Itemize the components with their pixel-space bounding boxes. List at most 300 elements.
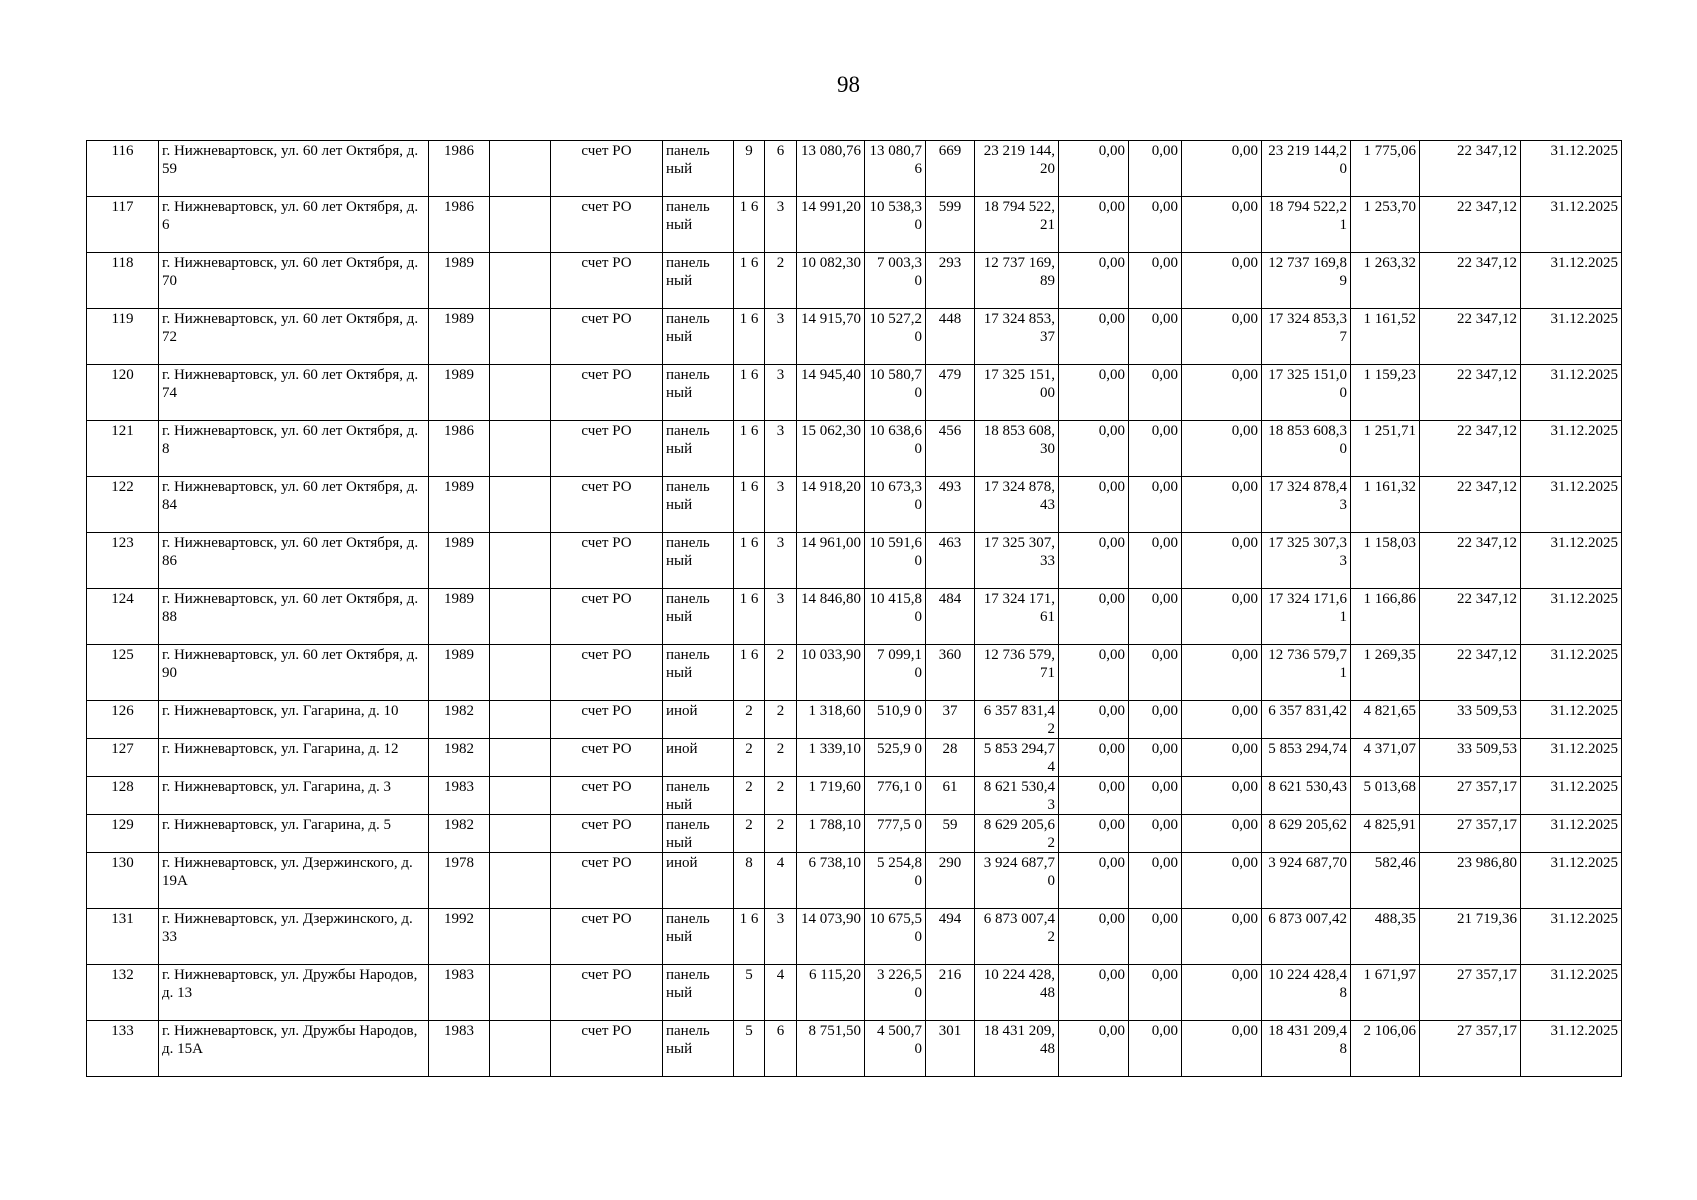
wall-material-cell: панель ный bbox=[663, 365, 734, 421]
max-cost-cell: 27 357,17 bbox=[1420, 965, 1521, 1021]
cost-cell: 17 324 878,43 bbox=[975, 477, 1059, 533]
unit-cost-cell: 1 158,03 bbox=[1351, 533, 1420, 589]
floors-cell: 1 6 bbox=[734, 197, 765, 253]
table-row bbox=[87, 421, 1622, 477]
zero-cell-1: 0,00 bbox=[1059, 853, 1129, 909]
deadline-cell: 31.12.2025 bbox=[1521, 197, 1622, 253]
empty-cell bbox=[490, 909, 551, 965]
deadline-cell: 31.12.2025 bbox=[1521, 477, 1622, 533]
zero-cell-1: 0,00 bbox=[1059, 739, 1129, 777]
floors-cell: 1 6 bbox=[734, 645, 765, 701]
row-number-cell: 133 bbox=[87, 1021, 159, 1077]
zero-cell-1: 0,00 bbox=[1059, 589, 1129, 645]
unit-cost-cell: 5 013,68 bbox=[1351, 777, 1420, 815]
unit-cost-cell: 4 821,65 bbox=[1351, 701, 1420, 739]
entrances-cell: 3 bbox=[765, 197, 797, 253]
zero-cell-3: 0,00 bbox=[1182, 197, 1262, 253]
empty-cell bbox=[490, 477, 551, 533]
empty-cell bbox=[490, 1021, 551, 1077]
living-area-cell: 7 099,1 0 bbox=[865, 645, 926, 701]
year-cell: 1989 bbox=[429, 253, 490, 309]
year-cell: 1982 bbox=[429, 701, 490, 739]
deadline-cell: 31.12.2025 bbox=[1521, 421, 1622, 477]
cost-cell: 17 324 171,61 bbox=[975, 589, 1059, 645]
empty-cell bbox=[490, 965, 551, 1021]
row-number-cell: 119 bbox=[87, 309, 159, 365]
fund-method-cell: счет РО bbox=[551, 777, 663, 815]
row-number-cell: 122 bbox=[87, 477, 159, 533]
living-area-cell: 525,9 0 bbox=[865, 739, 926, 777]
year-cell: 1989 bbox=[429, 477, 490, 533]
max-cost-cell: 22 347,12 bbox=[1420, 309, 1521, 365]
total-area-cell: 14 918,20 bbox=[797, 477, 865, 533]
cost-cell: 23 219 144,20 bbox=[975, 141, 1059, 197]
living-area-cell: 10 538,3 0 bbox=[865, 197, 926, 253]
row-number-cell: 129 bbox=[87, 815, 159, 853]
table-row bbox=[87, 589, 1622, 645]
entrances-cell: 2 bbox=[765, 815, 797, 853]
residents-cell: 463 bbox=[926, 533, 975, 589]
total-area-cell: 1 719,60 bbox=[797, 777, 865, 815]
zero-cell-2: 0,00 bbox=[1129, 309, 1182, 365]
residents-cell: 293 bbox=[926, 253, 975, 309]
empty-cell bbox=[490, 777, 551, 815]
empty-cell bbox=[490, 141, 551, 197]
owners-funds-cell: 3 924 687,70 bbox=[1262, 853, 1351, 909]
zero-cell-3: 0,00 bbox=[1182, 965, 1262, 1021]
unit-cost-cell: 1 161,52 bbox=[1351, 309, 1420, 365]
address-cell: г. Нижневартовск, ул. Гагарина, д. 10 bbox=[159, 701, 429, 739]
address-cell: г. Нижневартовск, ул. 60 лет Октября, д. 88 bbox=[159, 589, 429, 645]
living-area-cell: 13 080,7 6 bbox=[865, 141, 926, 197]
zero-cell-2: 0,00 bbox=[1129, 421, 1182, 477]
fund-method-cell: счет РО bbox=[551, 141, 663, 197]
fund-method-cell: счет РО bbox=[551, 815, 663, 853]
max-cost-cell: 27 357,17 bbox=[1420, 1021, 1521, 1077]
living-area-cell: 5 254,8 0 bbox=[865, 853, 926, 909]
zero-cell-3: 0,00 bbox=[1182, 141, 1262, 197]
address-cell: г. Нижневартовск, ул. 60 лет Октября, д. 8 bbox=[159, 421, 429, 477]
zero-cell-1: 0,00 bbox=[1059, 815, 1129, 853]
zero-cell-1: 0,00 bbox=[1059, 909, 1129, 965]
floors-cell: 2 bbox=[734, 777, 765, 815]
deadline-cell: 31.12.2025 bbox=[1521, 777, 1622, 815]
unit-cost-cell: 1 775,06 bbox=[1351, 141, 1420, 197]
residents-cell: 59 bbox=[926, 815, 975, 853]
address-cell: г. Нижневартовск, ул. 60 лет Октября, д. 70 bbox=[159, 253, 429, 309]
max-cost-cell: 22 347,12 bbox=[1420, 197, 1521, 253]
cost-cell: 6 873 007,42 bbox=[975, 909, 1059, 965]
address-cell: г. Нижневартовск, ул. Гагарина, д. 5 bbox=[159, 815, 429, 853]
deadline-cell: 31.12.2025 bbox=[1521, 589, 1622, 645]
total-area-cell: 15 062,30 bbox=[797, 421, 865, 477]
wall-material-cell: панель ный bbox=[663, 141, 734, 197]
residents-cell: 669 bbox=[926, 141, 975, 197]
zero-cell-2: 0,00 bbox=[1129, 141, 1182, 197]
residents-cell: 216 bbox=[926, 965, 975, 1021]
entrances-cell: 2 bbox=[765, 777, 797, 815]
unit-cost-cell: 1 251,71 bbox=[1351, 421, 1420, 477]
wall-material-cell: панель ный bbox=[663, 1021, 734, 1077]
zero-cell-2: 0,00 bbox=[1129, 533, 1182, 589]
zero-cell-2: 0,00 bbox=[1129, 815, 1182, 853]
owners-funds-cell: 23 219 144,20 bbox=[1262, 141, 1351, 197]
entrances-cell: 3 bbox=[765, 421, 797, 477]
entrances-cell: 2 bbox=[765, 739, 797, 777]
table-row bbox=[87, 197, 1622, 253]
owners-funds-cell: 5 853 294,74 bbox=[1262, 739, 1351, 777]
floors-cell: 1 6 bbox=[734, 253, 765, 309]
row-number-cell: 126 bbox=[87, 701, 159, 739]
deadline-cell: 31.12.2025 bbox=[1521, 645, 1622, 701]
unit-cost-cell: 1 263,32 bbox=[1351, 253, 1420, 309]
zero-cell-3: 0,00 bbox=[1182, 701, 1262, 739]
residents-cell: 493 bbox=[926, 477, 975, 533]
empty-cell bbox=[490, 739, 551, 777]
fund-method-cell: счет РО bbox=[551, 645, 663, 701]
residents-cell: 28 bbox=[926, 739, 975, 777]
row-number-cell: 117 bbox=[87, 197, 159, 253]
zero-cell-2: 0,00 bbox=[1129, 477, 1182, 533]
max-cost-cell: 33 509,53 bbox=[1420, 701, 1521, 739]
fund-method-cell: счет РО bbox=[551, 965, 663, 1021]
deadline-cell: 31.12.2025 bbox=[1521, 909, 1622, 965]
owners-funds-cell: 17 324 878,43 bbox=[1262, 477, 1351, 533]
zero-cell-2: 0,00 bbox=[1129, 253, 1182, 309]
max-cost-cell: 22 347,12 bbox=[1420, 365, 1521, 421]
zero-cell-1: 0,00 bbox=[1059, 421, 1129, 477]
zero-cell-1: 0,00 bbox=[1059, 253, 1129, 309]
max-cost-cell: 21 719,36 bbox=[1420, 909, 1521, 965]
fund-method-cell: счет РО bbox=[551, 309, 663, 365]
total-area-cell: 10 033,90 bbox=[797, 645, 865, 701]
deadline-cell: 31.12.2025 bbox=[1521, 815, 1622, 853]
living-area-cell: 4 500,7 0 bbox=[865, 1021, 926, 1077]
floors-cell: 1 6 bbox=[734, 309, 765, 365]
living-area-cell: 510,9 0 bbox=[865, 701, 926, 739]
max-cost-cell: 22 347,12 bbox=[1420, 645, 1521, 701]
zero-cell-2: 0,00 bbox=[1129, 589, 1182, 645]
unit-cost-cell: 1 269,35 bbox=[1351, 645, 1420, 701]
wall-material-cell: панель ный bbox=[663, 197, 734, 253]
wall-material-cell: панель ный bbox=[663, 309, 734, 365]
address-cell: г. Нижневартовск, ул. Гагарина, д. 3 bbox=[159, 777, 429, 815]
entrances-cell: 2 bbox=[765, 701, 797, 739]
empty-cell bbox=[490, 533, 551, 589]
entrances-cell: 3 bbox=[765, 309, 797, 365]
owners-funds-cell: 6 357 831,42 bbox=[1262, 701, 1351, 739]
unit-cost-cell: 1 166,86 bbox=[1351, 589, 1420, 645]
cost-cell: 5 853 294,74 bbox=[975, 739, 1059, 777]
table-row bbox=[87, 815, 1622, 853]
unit-cost-cell: 1 159,23 bbox=[1351, 365, 1420, 421]
year-cell: 1986 bbox=[429, 141, 490, 197]
total-area-cell: 1 339,10 bbox=[797, 739, 865, 777]
empty-cell bbox=[490, 365, 551, 421]
cost-cell: 3 924 687,70 bbox=[975, 853, 1059, 909]
total-area-cell: 10 082,30 bbox=[797, 253, 865, 309]
entrances-cell: 3 bbox=[765, 365, 797, 421]
wall-material-cell: панель ный bbox=[663, 253, 734, 309]
entrances-cell: 6 bbox=[765, 141, 797, 197]
row-number-cell: 121 bbox=[87, 421, 159, 477]
empty-cell bbox=[490, 309, 551, 365]
floors-cell: 1 6 bbox=[734, 589, 765, 645]
owners-funds-cell: 17 325 307,33 bbox=[1262, 533, 1351, 589]
address-cell: г. Нижневартовск, ул. Дзержинского, д. 19А bbox=[159, 853, 429, 909]
address-cell: г. Нижневартовск, ул. 60 лет Октября, д. 86 bbox=[159, 533, 429, 589]
table-row bbox=[87, 777, 1622, 815]
year-cell: 1982 bbox=[429, 739, 490, 777]
zero-cell-1: 0,00 bbox=[1059, 701, 1129, 739]
zero-cell-2: 0,00 bbox=[1129, 701, 1182, 739]
deadline-cell: 31.12.2025 bbox=[1521, 533, 1622, 589]
zero-cell-1: 0,00 bbox=[1059, 477, 1129, 533]
empty-cell bbox=[490, 253, 551, 309]
deadline-cell: 31.12.2025 bbox=[1521, 1021, 1622, 1077]
floors-cell: 1 6 bbox=[734, 365, 765, 421]
zero-cell-3: 0,00 bbox=[1182, 645, 1262, 701]
total-area-cell: 14 991,20 bbox=[797, 197, 865, 253]
empty-cell bbox=[490, 589, 551, 645]
owners-funds-cell: 18 853 608,30 bbox=[1262, 421, 1351, 477]
cost-cell: 18 431 209,48 bbox=[975, 1021, 1059, 1077]
total-area-cell: 1 788,10 bbox=[797, 815, 865, 853]
entrances-cell: 2 bbox=[765, 645, 797, 701]
floors-cell: 1 6 bbox=[734, 421, 765, 477]
living-area-cell: 7 003,3 0 bbox=[865, 253, 926, 309]
residents-cell: 360 bbox=[926, 645, 975, 701]
zero-cell-1: 0,00 bbox=[1059, 645, 1129, 701]
fund-method-cell: счет РО bbox=[551, 589, 663, 645]
year-cell: 1989 bbox=[429, 309, 490, 365]
page-number: 98 bbox=[837, 72, 860, 97]
zero-cell-3: 0,00 bbox=[1182, 909, 1262, 965]
wall-material-cell: панель ный bbox=[663, 589, 734, 645]
residents-cell: 494 bbox=[926, 909, 975, 965]
year-cell: 1983 bbox=[429, 965, 490, 1021]
fund-method-cell: счет РО bbox=[551, 421, 663, 477]
deadline-cell: 31.12.2025 bbox=[1521, 309, 1622, 365]
row-number-cell: 132 bbox=[87, 965, 159, 1021]
cost-cell: 18 794 522,21 bbox=[975, 197, 1059, 253]
living-area-cell: 10 591,6 0 bbox=[865, 533, 926, 589]
table-row bbox=[87, 909, 1622, 965]
row-number-cell: 125 bbox=[87, 645, 159, 701]
fund-method-cell: счет РО bbox=[551, 253, 663, 309]
empty-cell bbox=[490, 701, 551, 739]
zero-cell-1: 0,00 bbox=[1059, 777, 1129, 815]
wall-material-cell: панель ный bbox=[663, 909, 734, 965]
deadline-cell: 31.12.2025 bbox=[1521, 141, 1622, 197]
zero-cell-3: 0,00 bbox=[1182, 533, 1262, 589]
living-area-cell: 10 638,6 0 bbox=[865, 421, 926, 477]
residents-cell: 484 bbox=[926, 589, 975, 645]
table-row bbox=[87, 533, 1622, 589]
year-cell: 1978 bbox=[429, 853, 490, 909]
residents-cell: 61 bbox=[926, 777, 975, 815]
table-row bbox=[87, 739, 1622, 777]
year-cell: 1989 bbox=[429, 533, 490, 589]
table-row bbox=[87, 853, 1622, 909]
row-number-cell: 131 bbox=[87, 909, 159, 965]
owners-funds-cell: 17 325 151,00 bbox=[1262, 365, 1351, 421]
unit-cost-cell: 4 825,91 bbox=[1351, 815, 1420, 853]
total-area-cell: 14 915,70 bbox=[797, 309, 865, 365]
deadline-cell: 31.12.2025 bbox=[1521, 853, 1622, 909]
total-area-cell: 1 318,60 bbox=[797, 701, 865, 739]
year-cell: 1982 bbox=[429, 815, 490, 853]
table-row bbox=[87, 1021, 1622, 1077]
fund-method-cell: счет РО bbox=[551, 365, 663, 421]
table-row bbox=[87, 477, 1622, 533]
living-area-cell: 776,1 0 bbox=[865, 777, 926, 815]
fund-method-cell: счет РО bbox=[551, 533, 663, 589]
zero-cell-2: 0,00 bbox=[1129, 739, 1182, 777]
year-cell: 1983 bbox=[429, 1021, 490, 1077]
zero-cell-3: 0,00 bbox=[1182, 853, 1262, 909]
living-area-cell: 10 527,2 0 bbox=[865, 309, 926, 365]
cost-cell: 6 357 831,42 bbox=[975, 701, 1059, 739]
zero-cell-3: 0,00 bbox=[1182, 477, 1262, 533]
owners-funds-cell: 17 324 171,61 bbox=[1262, 589, 1351, 645]
row-number-cell: 116 bbox=[87, 141, 159, 197]
owners-funds-cell: 17 324 853,37 bbox=[1262, 309, 1351, 365]
unit-cost-cell: 1 671,97 bbox=[1351, 965, 1420, 1021]
fund-method-cell: счет РО bbox=[551, 739, 663, 777]
owners-funds-cell: 18 794 522,21 bbox=[1262, 197, 1351, 253]
floors-cell: 1 6 bbox=[734, 477, 765, 533]
wall-material-cell: панель ный bbox=[663, 421, 734, 477]
zero-cell-3: 0,00 bbox=[1182, 309, 1262, 365]
row-number-cell: 123 bbox=[87, 533, 159, 589]
zero-cell-2: 0,00 bbox=[1129, 197, 1182, 253]
zero-cell-3: 0,00 bbox=[1182, 815, 1262, 853]
owners-funds-cell: 12 737 169,89 bbox=[1262, 253, 1351, 309]
owners-funds-cell: 8 629 205,62 bbox=[1262, 815, 1351, 853]
row-number-cell: 130 bbox=[87, 853, 159, 909]
max-cost-cell: 22 347,12 bbox=[1420, 253, 1521, 309]
floors-cell: 8 bbox=[734, 853, 765, 909]
zero-cell-2: 0,00 bbox=[1129, 1021, 1182, 1077]
max-cost-cell: 27 357,17 bbox=[1420, 815, 1521, 853]
residents-cell: 290 bbox=[926, 853, 975, 909]
address-cell: г. Нижневартовск, ул. Гагарина, д. 12 bbox=[159, 739, 429, 777]
year-cell: 1986 bbox=[429, 197, 490, 253]
living-area-cell: 3 226,5 0 bbox=[865, 965, 926, 1021]
max-cost-cell: 22 347,12 bbox=[1420, 421, 1521, 477]
zero-cell-3: 0,00 bbox=[1182, 739, 1262, 777]
total-area-cell: 14 961,00 bbox=[797, 533, 865, 589]
row-number-cell: 118 bbox=[87, 253, 159, 309]
cost-cell: 8 629 205,62 bbox=[975, 815, 1059, 853]
total-area-cell: 13 080,76 bbox=[797, 141, 865, 197]
zero-cell-1: 0,00 bbox=[1059, 1021, 1129, 1077]
year-cell: 1983 bbox=[429, 777, 490, 815]
table-row bbox=[87, 365, 1622, 421]
wall-material-cell: панель ный bbox=[663, 645, 734, 701]
max-cost-cell: 22 347,12 bbox=[1420, 477, 1521, 533]
wall-material-cell: панель ный bbox=[663, 777, 734, 815]
entrances-cell: 6 bbox=[765, 1021, 797, 1077]
fund-method-cell: счет РО bbox=[551, 701, 663, 739]
zero-cell-1: 0,00 bbox=[1059, 533, 1129, 589]
fund-method-cell: счет РО bbox=[551, 853, 663, 909]
residents-cell: 479 bbox=[926, 365, 975, 421]
unit-cost-cell: 2 106,06 bbox=[1351, 1021, 1420, 1077]
max-cost-cell: 33 509,53 bbox=[1420, 739, 1521, 777]
empty-cell bbox=[490, 421, 551, 477]
cost-cell: 12 737 169,89 bbox=[975, 253, 1059, 309]
floors-cell: 2 bbox=[734, 815, 765, 853]
cost-cell: 10 224 428,48 bbox=[975, 965, 1059, 1021]
wall-material-cell: панель ный bbox=[663, 965, 734, 1021]
row-number-cell: 120 bbox=[87, 365, 159, 421]
residents-cell: 456 bbox=[926, 421, 975, 477]
deadline-cell: 31.12.2025 bbox=[1521, 965, 1622, 1021]
table-row bbox=[87, 965, 1622, 1021]
cost-cell: 17 325 307,33 bbox=[975, 533, 1059, 589]
deadline-cell: 31.12.2025 bbox=[1521, 701, 1622, 739]
zero-cell-2: 0,00 bbox=[1129, 645, 1182, 701]
living-area-cell: 10 675,5 0 bbox=[865, 909, 926, 965]
year-cell: 1989 bbox=[429, 645, 490, 701]
zero-cell-2: 0,00 bbox=[1129, 777, 1182, 815]
unit-cost-cell: 488,35 bbox=[1351, 909, 1420, 965]
empty-cell bbox=[490, 853, 551, 909]
entrances-cell: 4 bbox=[765, 853, 797, 909]
empty-cell bbox=[490, 815, 551, 853]
entrances-cell: 3 bbox=[765, 477, 797, 533]
living-area-cell: 10 415,8 0 bbox=[865, 589, 926, 645]
living-area-cell: 777,5 0 bbox=[865, 815, 926, 853]
zero-cell-3: 0,00 bbox=[1182, 421, 1262, 477]
address-cell: г. Нижневартовск, ул. 60 лет Октября, д. 59 bbox=[159, 141, 429, 197]
zero-cell-1: 0,00 bbox=[1059, 365, 1129, 421]
owners-funds-cell: 8 621 530,43 bbox=[1262, 777, 1351, 815]
owners-funds-cell: 10 224 428,48 bbox=[1262, 965, 1351, 1021]
floors-cell: 5 bbox=[734, 965, 765, 1021]
zero-cell-3: 0,00 bbox=[1182, 777, 1262, 815]
address-cell: г. Нижневартовск, ул. Дружбы Народов, д. 15А bbox=[159, 1021, 429, 1077]
entrances-cell: 3 bbox=[765, 909, 797, 965]
unit-cost-cell: 582,46 bbox=[1351, 853, 1420, 909]
address-cell: г. Нижневартовск, ул. Дружбы Народов, д. 13 bbox=[159, 965, 429, 1021]
total-area-cell: 14 846,80 bbox=[797, 589, 865, 645]
wall-material-cell: панель ный bbox=[663, 533, 734, 589]
floors-cell: 1 6 bbox=[734, 909, 765, 965]
zero-cell-2: 0,00 bbox=[1129, 365, 1182, 421]
total-area-cell: 8 751,50 bbox=[797, 1021, 865, 1077]
zero-cell-2: 0,00 bbox=[1129, 965, 1182, 1021]
entrances-cell: 2 bbox=[765, 253, 797, 309]
living-area-cell: 10 673,3 0 bbox=[865, 477, 926, 533]
total-area-cell: 14 945,40 bbox=[797, 365, 865, 421]
cost-cell: 8 621 530,43 bbox=[975, 777, 1059, 815]
table-row bbox=[87, 141, 1622, 197]
cost-cell: 17 325 151,00 bbox=[975, 365, 1059, 421]
zero-cell-1: 0,00 bbox=[1059, 141, 1129, 197]
deadline-cell: 31.12.2025 bbox=[1521, 253, 1622, 309]
fund-method-cell: счет РО bbox=[551, 197, 663, 253]
wall-material-cell: панель ный bbox=[663, 815, 734, 853]
wall-material-cell: иной bbox=[663, 853, 734, 909]
deadline-cell: 31.12.2025 bbox=[1521, 739, 1622, 777]
floors-cell: 2 bbox=[734, 739, 765, 777]
address-cell: г. Нижневартовск, ул. Дзержинского, д. 33 bbox=[159, 909, 429, 965]
max-cost-cell: 22 347,12 bbox=[1420, 589, 1521, 645]
empty-cell bbox=[490, 197, 551, 253]
